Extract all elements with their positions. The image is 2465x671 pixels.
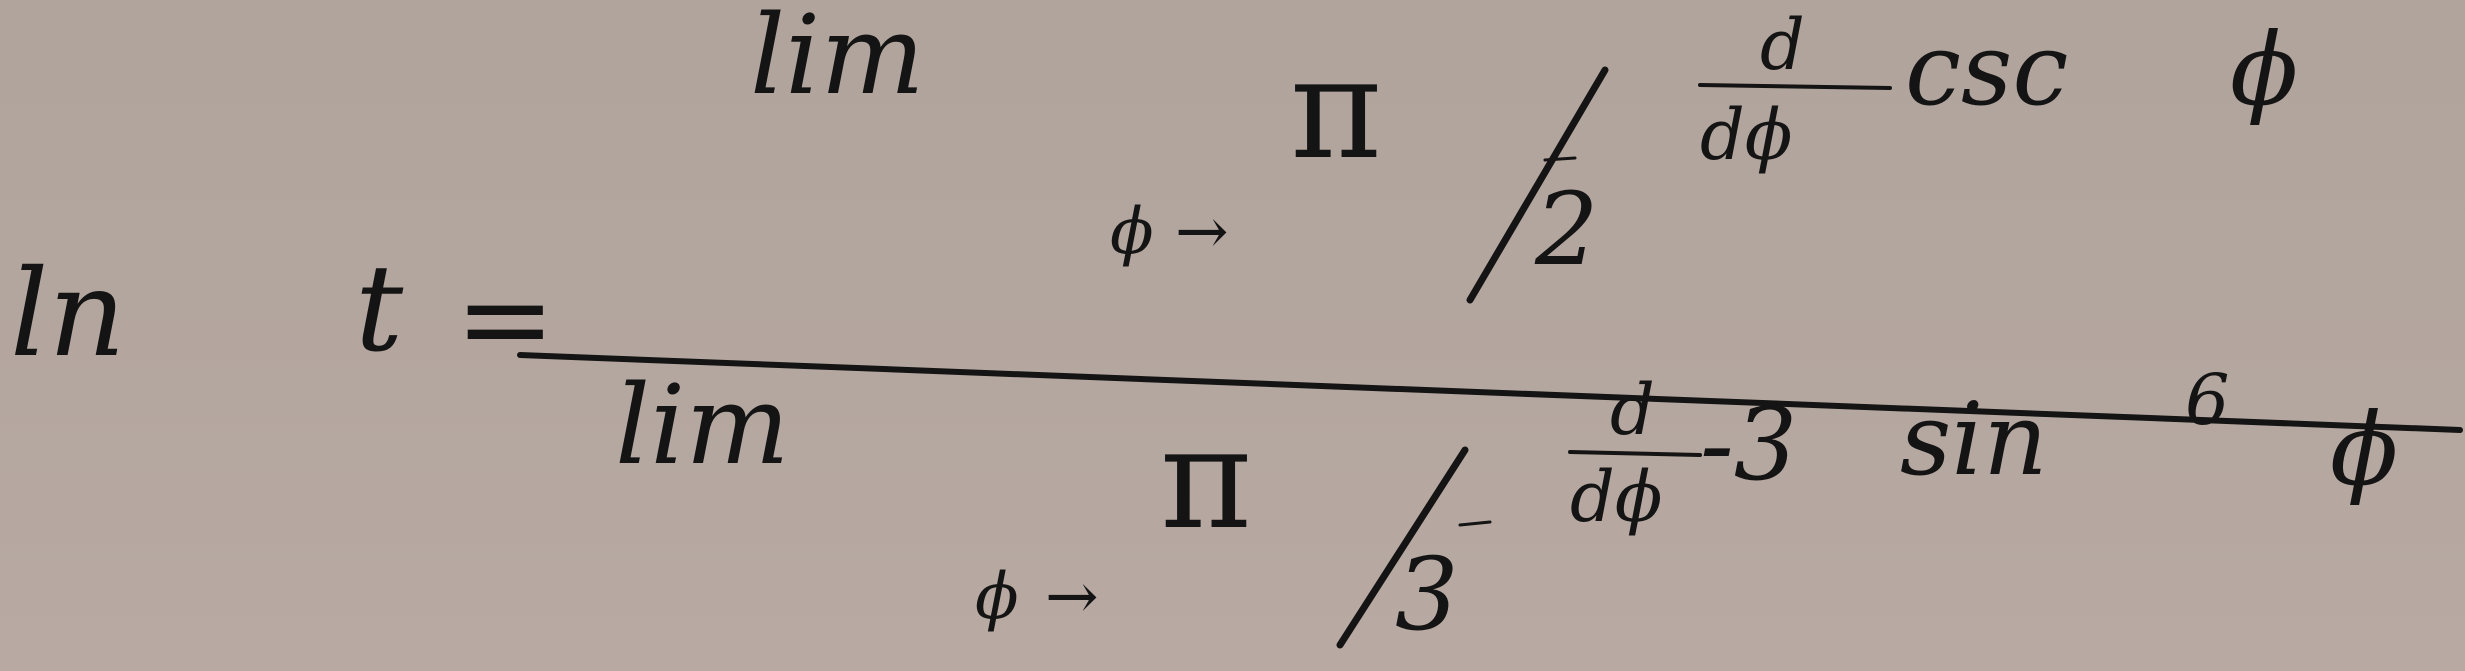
variable-t: t: [355, 240, 404, 379]
numerator-csc: csc: [1905, 11, 2069, 128]
denominator-d-top: d: [1610, 369, 1655, 451]
denominator-minus-tick: [1460, 522, 1490, 525]
main-fraction-bar: [520, 355, 2460, 430]
numerator-pi: π: [1290, 28, 1383, 191]
ln-text: ln: [10, 245, 126, 384]
denominator-denom-3: 3: [1395, 536, 1459, 653]
equals-sign: =: [455, 250, 556, 389]
denominator-exp: 6: [2185, 359, 2230, 441]
denominator-sub-var: ϕ: [975, 560, 1019, 634]
denominator-derivative-bar: [1570, 452, 1700, 455]
denominator-pi: π: [1160, 398, 1253, 561]
numerator-denom-2: 2: [1535, 171, 1599, 288]
denominator-coef: -3: [1700, 386, 1798, 503]
numerator-sub-arrow: →: [1175, 195, 1229, 269]
denominator-sub-arrow: →: [1045, 560, 1099, 634]
numerator-d-bottom: dϕ: [1700, 94, 1793, 176]
denominator-d-bottom: dϕ: [1570, 456, 1663, 538]
numerator-sub-var: ϕ: [1110, 195, 1154, 269]
numerator-lim: lim: [750, 0, 925, 119]
denominator-arg: ϕ: [2330, 391, 2399, 508]
numerator-arg: ϕ: [2230, 11, 2299, 128]
numerator-d-top: d: [1760, 4, 1805, 86]
denominator-lim: lim: [615, 361, 790, 489]
denominator-sin: sin: [1900, 381, 2048, 498]
numerator-minus-tick: [1545, 158, 1575, 160]
